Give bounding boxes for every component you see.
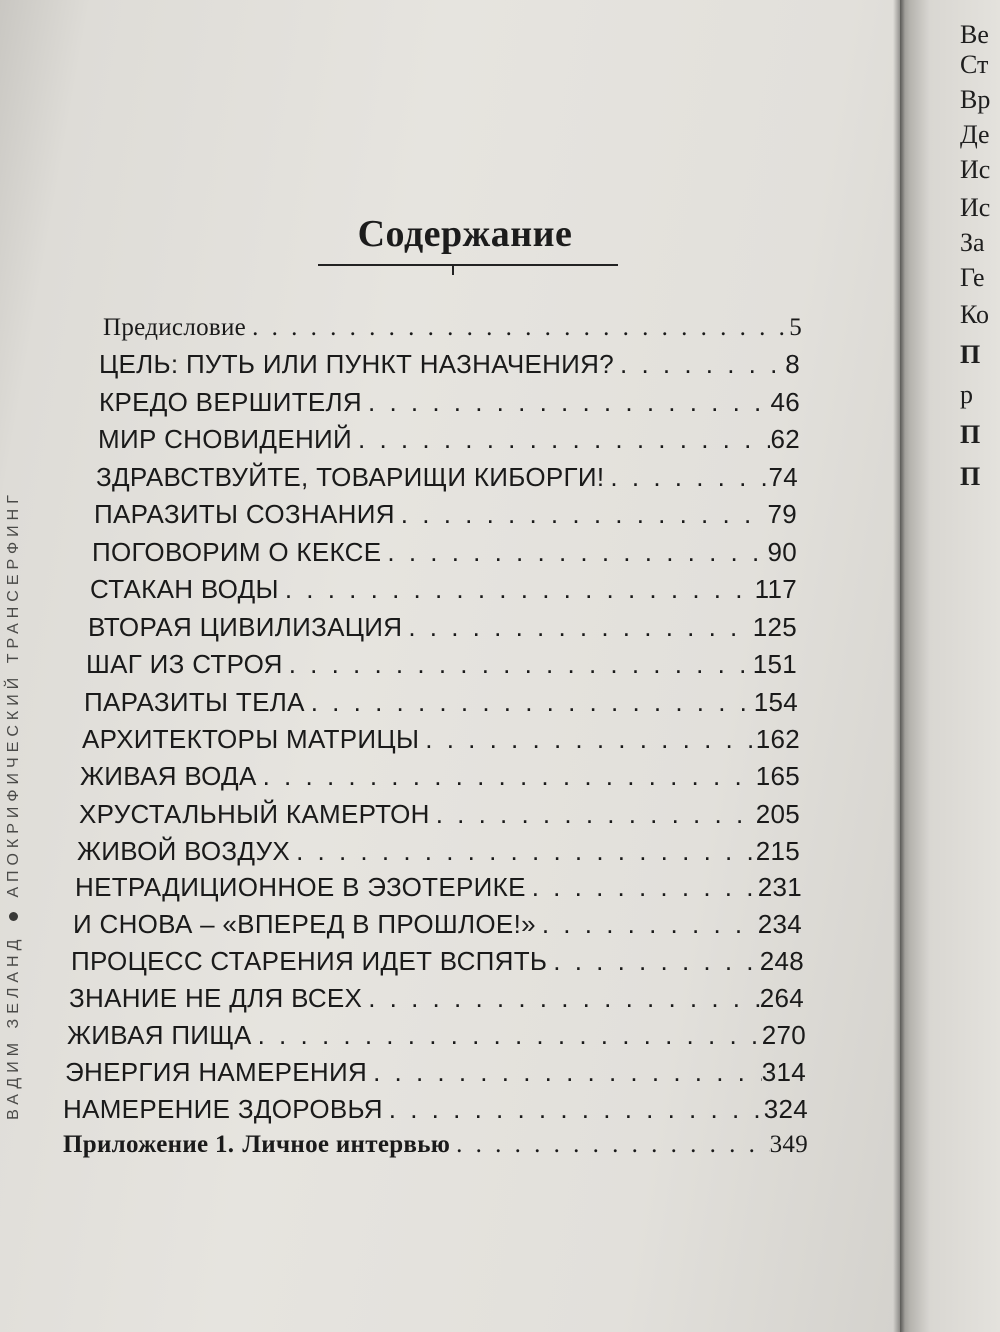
toc-entry-title: ЗНАНИЕ НЕ ДЛЯ ВСЕХ <box>69 983 363 1013</box>
toc-entry <box>63 1131 808 1159</box>
toc-entry <box>67 1020 806 1051</box>
toc-page-number: 5 <box>789 314 802 341</box>
toc-leader-dots <box>305 687 754 718</box>
toc-entry-title: ШАГ ИЗ СТРОЯ <box>86 649 283 679</box>
toc-entry <box>88 612 797 643</box>
toc-leader-dots <box>402 612 752 643</box>
toc-entry <box>99 349 800 380</box>
toc-leader-dots <box>395 499 768 530</box>
toc-page-number: 215 <box>755 836 800 866</box>
toc-page-number: 234 <box>757 909 802 939</box>
toc-entry <box>103 314 802 342</box>
facing-page-line-fragment: Вр <box>960 85 991 114</box>
toc-leader-dots <box>283 649 753 680</box>
facing-page-line-fragment: Ко <box>960 300 990 329</box>
facing-page-line-fragment: Ис <box>960 155 991 184</box>
toc-leader-dots <box>257 761 756 792</box>
toc-page-number: 165 <box>755 761 800 791</box>
toc-leader-dots <box>352 424 770 455</box>
toc-page-number: 62 <box>770 424 800 454</box>
toc-entry-title: И СНОВА – «ВПЕРЕД В ПРОШЛОЕ!» <box>73 909 536 939</box>
toc-leader-dots <box>362 983 760 1014</box>
toc-entry-title: ЖИВАЯ ПИЩА <box>67 1020 252 1050</box>
toc-page-number: 314 <box>761 1057 806 1087</box>
toc-page-number: 264 <box>759 983 804 1013</box>
facing-page-line-fragment: Ст <box>960 50 989 79</box>
page-edge-shadow <box>893 0 905 1332</box>
toc-entry-title: ЭНЕРГИЯ НАМЕРЕНИЯ <box>65 1057 368 1087</box>
facing-page-line-fragment: Ис <box>960 193 991 222</box>
toc-entry <box>80 761 800 792</box>
toc-entry <box>69 983 804 1014</box>
toc-entry <box>63 1094 808 1125</box>
toc-page-number: 349 <box>769 1131 808 1158</box>
toc-entry <box>73 909 802 940</box>
running-header-author: ВАДИМ ЗЕЛАНД <box>5 934 22 1120</box>
facing-page-line-fragment: За <box>960 228 985 257</box>
toc-page-number: 46 <box>770 387 800 417</box>
toc-entry-title: ЗДРАВСТВУЙТЕ, ТОВАРИЩИ КИБОРГИ! <box>96 462 605 492</box>
toc-page-number: 270 <box>761 1020 806 1050</box>
facing-page-line-fragment: Ве <box>960 20 989 49</box>
toc-page-number: 205 <box>755 799 800 829</box>
facing-page-line-fragment: П <box>960 462 981 491</box>
toc-entry <box>79 799 800 830</box>
toc-entry-title: МИР СНОВИДЕНИЙ <box>98 424 353 454</box>
toc-page-number: 324 <box>763 1094 808 1124</box>
toc-leader-dots <box>419 724 755 755</box>
toc-entry <box>84 687 798 718</box>
toc-page-number: 248 <box>759 946 804 976</box>
facing-page-line-fragment: Ге <box>960 263 985 292</box>
toc-entry <box>99 387 800 418</box>
toc-page-number: 162 <box>755 724 800 754</box>
toc-leader-dots <box>430 799 756 830</box>
facing-page-line-fragment: р <box>960 380 973 409</box>
toc-entry <box>90 574 797 605</box>
toc-page-number: 151 <box>752 649 797 679</box>
facing-page <box>900 0 1000 1332</box>
facing-page-line-fragment: П <box>960 340 981 369</box>
toc-entry <box>75 872 802 903</box>
toc-entry <box>71 946 804 977</box>
toc-page-number: 154 <box>753 687 798 717</box>
toc-entry-title: ЖИВОЙ ВОЗДУХ <box>77 836 291 866</box>
toc-entry <box>77 836 800 867</box>
toc-entry-title: Предисловие <box>103 314 247 341</box>
toc-entry-title: Приложение 1. <box>63 1131 235 1158</box>
toc-entry-title: ЦЕЛЬ: ПУТЬ ИЛИ ПУНКТ НАЗНАЧЕНИЯ? <box>99 349 614 379</box>
toc-leader-dots <box>383 1094 764 1125</box>
toc-page-number: 231 <box>757 872 802 902</box>
toc-entry-title: НЕТРАДИЦИОННОЕ В ЭЗОТЕРИКЕ <box>75 872 526 902</box>
toc-leader-dots <box>362 387 770 418</box>
toc-entry <box>98 424 800 455</box>
toc-entry-title: ВТОРАЯ ЦИВИЛИЗАЦИЯ <box>88 612 403 642</box>
toc-leader-dots <box>526 872 758 903</box>
toc-entry <box>96 462 798 493</box>
toc-leader-dots <box>290 836 756 867</box>
toc-leader-dots <box>604 462 768 493</box>
toc-entry-subtitle: Личное интервью <box>242 1131 451 1158</box>
toc-leader-dots <box>252 1020 762 1051</box>
toc-entry-title: АРХИТЕКТОРЫ МАТРИЦЫ <box>82 724 420 754</box>
toc-entry <box>65 1057 806 1088</box>
toc-entry-title: ПАРАЗИТЫ ТЕЛА <box>84 687 305 717</box>
toc-entry-title: СТАКАН ВОДЫ <box>90 574 279 604</box>
toc-entry <box>82 724 800 755</box>
toc-page-number: 74 <box>768 462 798 492</box>
toc-page-number: 79 <box>767 499 797 529</box>
toc-leader-dots <box>279 574 755 605</box>
toc-entry-title: ЖИВАЯ ВОДА <box>80 761 257 791</box>
toc-leader-dots <box>450 1131 769 1159</box>
toc-leader-dots <box>547 946 759 977</box>
toc-leader-dots <box>381 537 767 568</box>
facing-page-line-fragment: П <box>960 420 981 449</box>
toc-leader-dots <box>536 909 758 940</box>
page-title: Содержание <box>357 213 573 255</box>
toc-entry <box>92 537 797 568</box>
toc-page-number: 117 <box>754 574 797 604</box>
toc-leader-dots <box>614 349 785 380</box>
toc-entry-title: ПОГОВОРИМ О КЕКСЕ <box>92 537 382 567</box>
toc-entry-title: ПРОЦЕСС СТАРЕНИЯ ИДЕТ ВСПЯТЬ <box>71 946 548 976</box>
toc-leader-dots <box>367 1057 762 1088</box>
toc-entry <box>86 649 797 680</box>
toc-entry-title: КРЕДО ВЕРШИТЕЛЯ <box>99 387 362 417</box>
toc-page-number: 8 <box>785 349 800 379</box>
toc-entry-title: НАМЕРЕНИЕ ЗДОРОВЬЯ <box>63 1094 383 1124</box>
toc-entry <box>94 499 797 530</box>
toc-entry-title: ХРУСТАЛЬНЫЙ КАМЕРТОН <box>79 799 430 829</box>
running-header-title: АПОКРИФИЧЕСКИЙ ТРАНСЕРФИНГ <box>5 490 22 898</box>
toc-leader-dots <box>246 314 789 342</box>
toc-page-number: 90 <box>767 537 797 567</box>
facing-page-line-fragment: Де <box>960 120 990 149</box>
toc-page-number: 125 <box>752 612 797 642</box>
toc-entry-title: ПАРАЗИТЫ СОЗНАНИЯ <box>94 499 395 529</box>
